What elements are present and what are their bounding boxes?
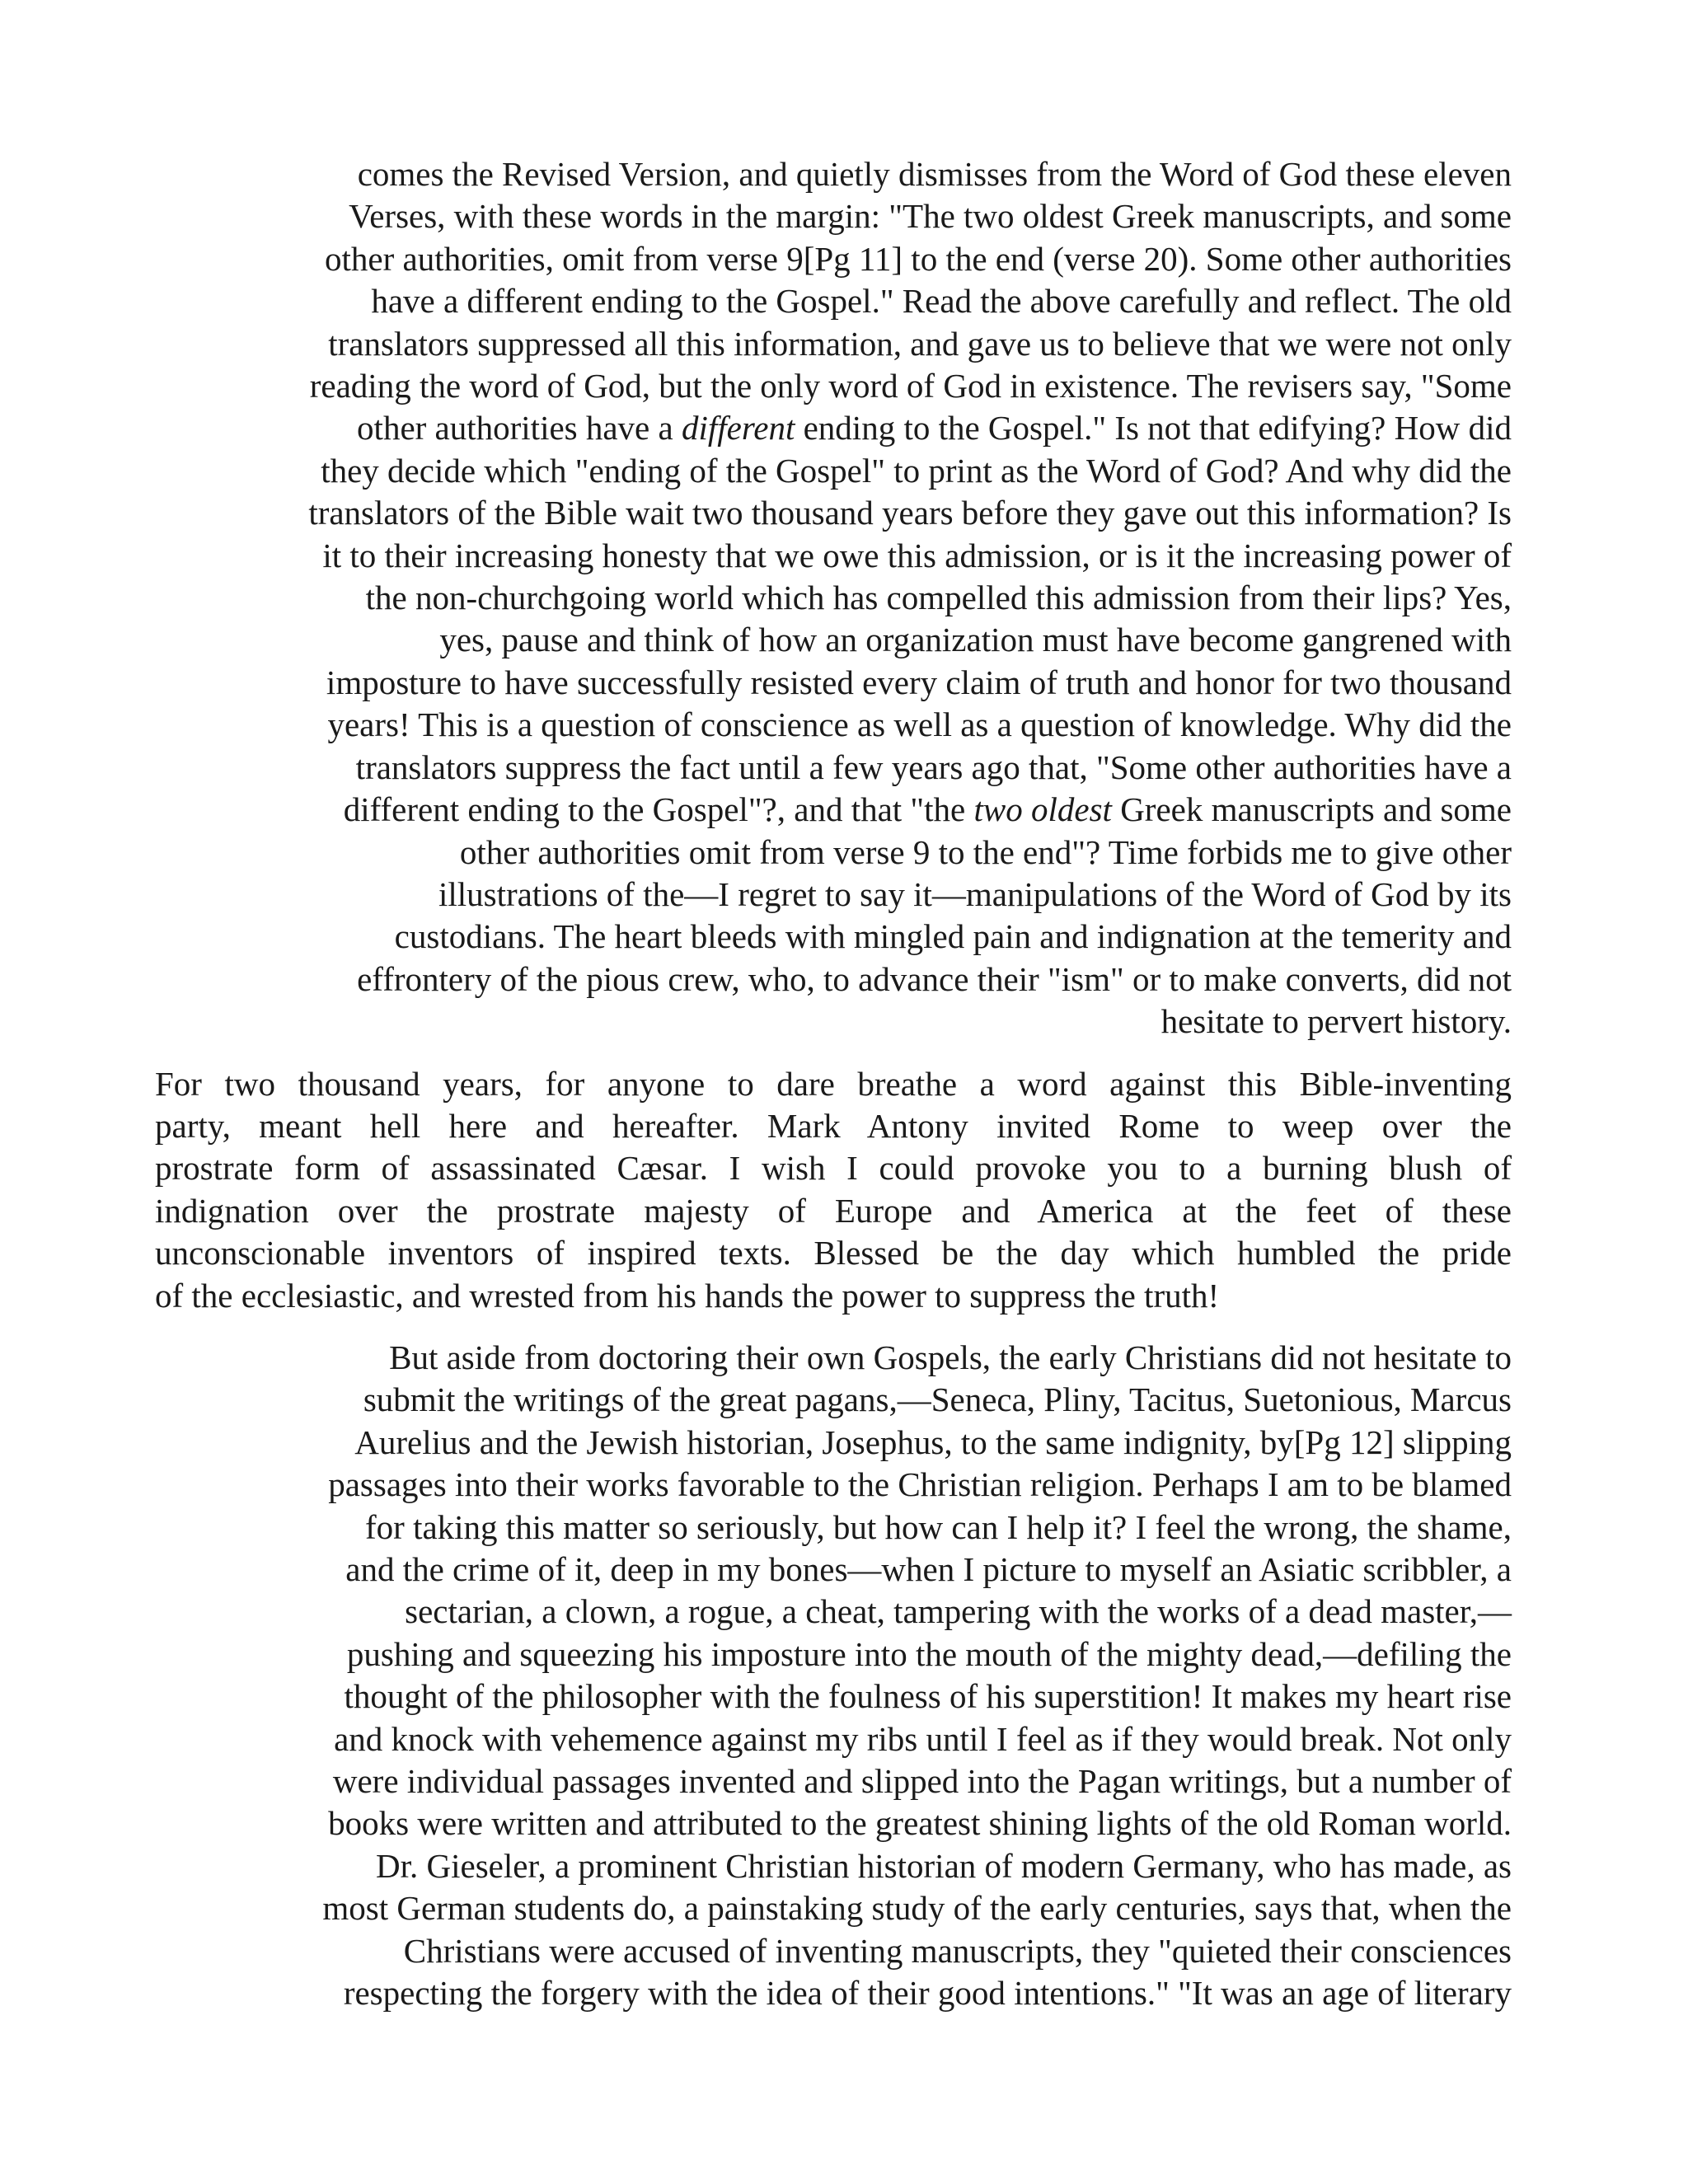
text-run: ending to the Gospel." Is not that edifying? How did bbox=[795, 409, 1512, 448]
text-line bbox=[155, 619, 1512, 661]
text-run: have a different ending to the Gospel." Read the above carefully and reflect. The old bbox=[371, 282, 1512, 321]
text-line bbox=[155, 1379, 1512, 1421]
italic-text: different bbox=[681, 409, 795, 448]
text-run: thought of the philosopher with the foulness of his superstition! It makes my heart rise bbox=[344, 1677, 1512, 1716]
text-run: unconscionable inventors of inspired texts. Blessed be the day which humbled the pride bbox=[155, 1234, 1512, 1272]
text-run: most German students do, a painstaking study of the early centuries, says that, when the bbox=[322, 1889, 1512, 1928]
text-line bbox=[155, 450, 1512, 492]
text-run: Greek manuscripts and some bbox=[1111, 790, 1512, 829]
text-line bbox=[155, 662, 1512, 704]
text-line bbox=[155, 323, 1512, 365]
text-run: submit the writings of the great pagans,—Seneca, Pliny, Tacitus, Suetonious, Marcus bbox=[363, 1380, 1512, 1419]
text-run: sectarian, a clown, a rogue, a cheat, tampering with the works of a dead master,— bbox=[405, 1592, 1512, 1631]
text-run: comes the Revised Version, and quietly dismisses from the Word of God these eleven bbox=[357, 155, 1512, 193]
text-run: the non-churchgoing world which has compelled this admission from their lips? Yes, bbox=[365, 579, 1512, 617]
text-line bbox=[155, 492, 1512, 534]
text-run: translators of the Bible wait two thousand years before they gave out this information? Is bbox=[308, 494, 1512, 532]
text-run: translators suppressed all this information, and gave us to believe that we were not only bbox=[328, 324, 1512, 363]
text-line bbox=[155, 238, 1512, 280]
text-run: party, meant hell here and hereafter. Mark Antony invited Rome to weep over the bbox=[155, 1106, 1512, 1145]
text-run: of the ecclesiastic, and wrested from his hands the power to suppress the truth! bbox=[155, 1276, 1220, 1315]
text-run: other authorities omit from verse 9 to the end"? Time forbids me to give other bbox=[459, 832, 1512, 871]
text-line bbox=[155, 577, 1512, 619]
text-run: Christians were accused of inventing manuscripts, they "quieted their consciences bbox=[403, 1931, 1512, 1970]
text-line bbox=[155, 1887, 1512, 1929]
text-line bbox=[155, 1001, 1512, 1043]
text-run: reading the word of God, but the only word of God in existence. The revisers say, "Some bbox=[309, 367, 1512, 405]
text-line bbox=[155, 1591, 1512, 1633]
text-line bbox=[155, 1930, 1512, 1972]
text-run: hesitate to pervert history. bbox=[1160, 1002, 1512, 1041]
text-line bbox=[155, 1422, 1512, 1464]
text-line bbox=[155, 1190, 1512, 1232]
text-line bbox=[155, 1633, 1512, 1675]
text-run: they decide which "ending of the Gospel" to print as the Word of God? And why did the bbox=[321, 451, 1512, 490]
text-line bbox=[155, 874, 1512, 916]
text-run: other authorities have a bbox=[357, 409, 682, 448]
text-line bbox=[155, 1337, 1512, 1379]
text-line bbox=[155, 1972, 1512, 2014]
text-line bbox=[155, 1063, 1512, 1105]
text-line bbox=[155, 1845, 1512, 1887]
text-line bbox=[155, 1507, 1512, 1549]
text-run: respecting the forgery with the idea of their good intentions." "It was an age of literary bbox=[343, 1974, 1512, 2013]
text-run: pushing and squeezing his imposture into the mouth of the mighty dead,—defiling the bbox=[346, 1634, 1512, 1673]
text-line bbox=[155, 1718, 1512, 1760]
text-run: for taking this matter so seriously, but how can I help it? I feel the wrong, the shame, bbox=[365, 1507, 1512, 1546]
text-run: custodians. The heart bleeds with mingled pain and indignation at the temerity and bbox=[394, 917, 1512, 956]
text-line bbox=[155, 1147, 1512, 1189]
italic-text: two oldest bbox=[973, 790, 1112, 829]
text-run: it to their increasing honesty that we owe this admission, or is it the increasing power of bbox=[322, 536, 1512, 574]
text-run: Aurelius and the Jewish historian, Josephus, to the same indignity, by[Pg 12] slipping bbox=[354, 1422, 1512, 1461]
text-run: Verses, with these words in the margin: "The two oldest Greek manuscripts, and some bbox=[349, 197, 1512, 236]
text-line bbox=[155, 789, 1512, 831]
text-line bbox=[155, 1802, 1512, 1844]
text-line bbox=[155, 407, 1512, 449]
text-run: and the crime of it, deep in my bones—when I picture to myself an Asiatic scribbler, a bbox=[345, 1550, 1512, 1588]
text-line bbox=[155, 1675, 1512, 1718]
text-run: For two thousand years, for anyone to dare breathe a word against this Bible-inventing bbox=[155, 1064, 1512, 1103]
text-run: effrontery of the pious crew, who, to advance their "ism" or to make converts, did not bbox=[357, 959, 1512, 998]
text-line bbox=[155, 1760, 1512, 1802]
text-run: imposture to have successfully resisted every claim of truth and honor for two thousand bbox=[326, 663, 1512, 701]
text-run: years! This is a question of conscience as well as a question of knowledge. Why did the bbox=[327, 705, 1512, 744]
paragraph-1 bbox=[155, 153, 1512, 1043]
text-line bbox=[155, 1549, 1512, 1591]
text-line bbox=[155, 280, 1512, 322]
paragraph-2 bbox=[155, 1063, 1512, 1317]
paragraph-3 bbox=[155, 1337, 1512, 2015]
text-run: prostrate form of assassinated Cæsar. I wish I could provoke you to a burning blush of bbox=[155, 1149, 1512, 1188]
text-line bbox=[155, 1464, 1512, 1506]
text-run: yes, pause and think of how an organization must have become gangrened with bbox=[439, 621, 1512, 659]
text-line bbox=[155, 1275, 1512, 1317]
text-run: other authorities, omit from verse 9[Pg 11] to the end (verse 20). Some other authorities bbox=[325, 239, 1512, 278]
text-line bbox=[155, 195, 1512, 237]
text-run: different ending to the Gospel"?, and that "the bbox=[343, 790, 974, 829]
text-line bbox=[155, 916, 1512, 958]
text-run: passages into their works favorable to the Christian religion. Perhaps I am to be blamed bbox=[328, 1465, 1512, 1504]
text-run: Dr. Gieseler, a prominent Christian historian of modern Germany, who has made, as bbox=[376, 1846, 1512, 1885]
document-page bbox=[155, 153, 1512, 2034]
text-line bbox=[155, 832, 1512, 874]
text-line bbox=[155, 535, 1512, 577]
text-line bbox=[155, 958, 1512, 1001]
text-line bbox=[155, 747, 1512, 789]
text-run: and knock with vehemence against my ribs until I feel as if they would break. Not only bbox=[334, 1719, 1512, 1758]
text-run: were individual passages invented and slipped into the Pagan writings, but a number of bbox=[332, 1762, 1512, 1801]
text-run: indignation over the prostrate majesty of Europe and America at the feet of these bbox=[155, 1191, 1512, 1230]
text-line bbox=[155, 704, 1512, 746]
text-line bbox=[155, 365, 1512, 407]
text-run: illustrations of the—I regret to say it—manipulations of the Word of God by its bbox=[438, 874, 1512, 913]
text-run: books were written and attributed to the greatest shining lights of the old Roman world. bbox=[328, 1804, 1512, 1843]
text-run: But aside from doctoring their own Gospels, the early Christians did not hesitate to bbox=[389, 1338, 1512, 1376]
text-run: translators suppress the fact until a few years ago that, "Some other authorities have a bbox=[355, 748, 1512, 786]
text-line bbox=[155, 1105, 1512, 1147]
text-line bbox=[155, 1232, 1512, 1274]
text-line bbox=[155, 153, 1512, 195]
